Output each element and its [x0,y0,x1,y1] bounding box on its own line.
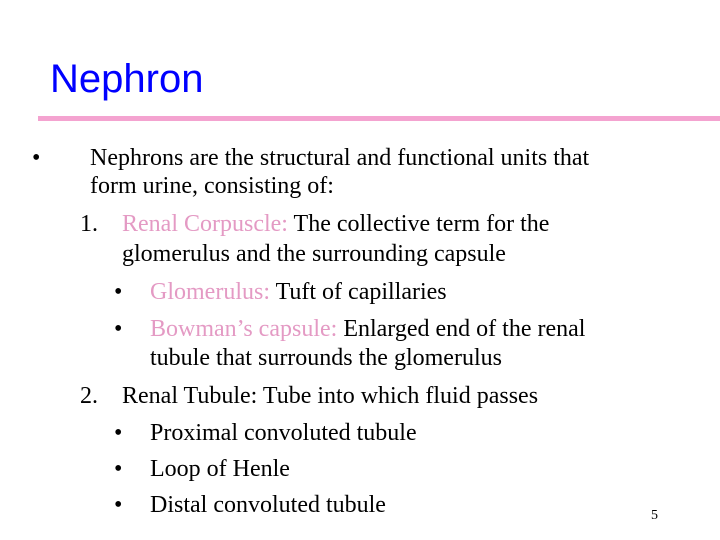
item-1-line-2: glomerulus and the surrounding capsule [122,241,506,267]
item-number-1: 1. [80,211,98,237]
item-2-line: Renal Tubule: Tube into which fluid passes [122,383,539,409]
subitem-bullet: • [114,456,123,482]
page-number: 5 [651,508,658,523]
bowmans-line-1 [150,315,585,343]
intro-line-1: Nephrons are the structural and functional units that [90,145,590,171]
item-1-text: The collective term for the [287,211,550,237]
item-1-term: Renal Corpuscle: [122,211,288,237]
item-1-line-1 [122,210,549,238]
subitem-bullet: • [114,420,123,446]
distal-tubule-line: Distal convoluted tubule [150,492,386,518]
subitem-bullet: • [114,492,123,518]
proximal-tubule-line: Proximal convoluted tubule [150,420,417,446]
bowmans-text: Enlarged end of the renal [337,316,586,342]
subitem-bullet: • [114,316,123,342]
slide-title: Nephron [50,57,204,101]
subitem-bullet: • [114,279,123,305]
glomerulus-text: Tuft of capillaries [270,279,447,305]
item-number-2: 2. [80,383,98,409]
title-divider [38,116,720,121]
intro-line-2: form urine, consisting of: [90,173,334,199]
loop-of-henle-line: Loop of Henle [150,456,290,482]
bowmans-term: Bowman’s capsule: [150,316,338,342]
glomerulus-line [150,278,447,306]
glomerulus-term: Glomerulus: [150,279,270,305]
bullet-marker: • [32,145,41,171]
bowmans-line-2: tubule that surrounds the glomerulus [150,345,502,371]
